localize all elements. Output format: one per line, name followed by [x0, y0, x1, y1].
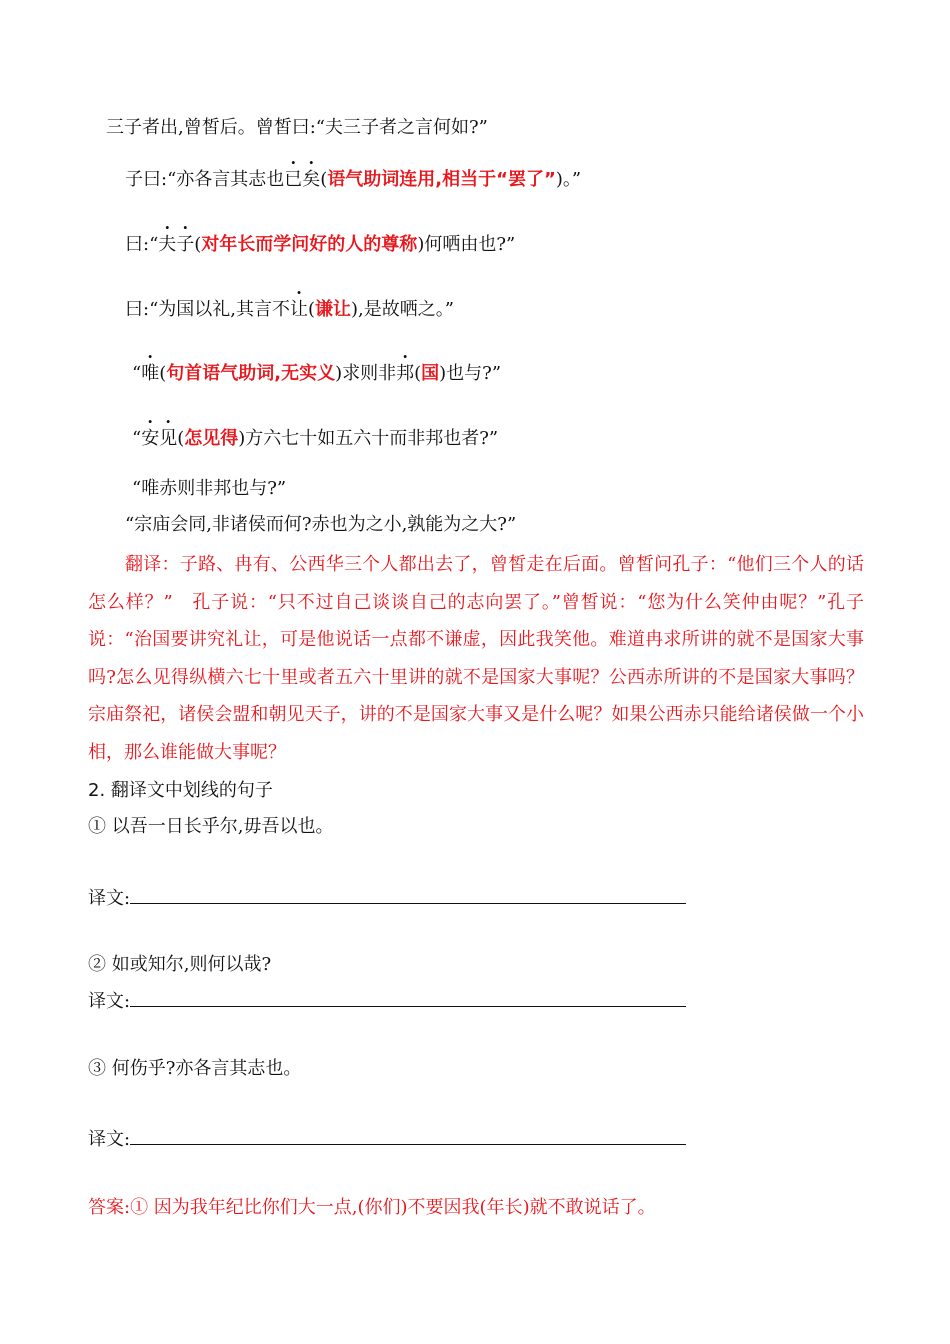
paren: ( [194, 234, 202, 255]
answer-key: 答案:① 因为我年纪比你们大一点,(你们)不要因我(年长)就不敢说话了。 [88, 1197, 656, 1218]
text-segment: “ [132, 363, 142, 384]
answer-line-2 [88, 988, 686, 1014]
answer-blank[interactable] [130, 1126, 686, 1145]
exercise-title: 翻译文中划线的句子 [110, 780, 273, 801]
emphasis-char: 安 [141, 428, 160, 449]
answer-label: 译文: [88, 888, 131, 909]
answer-blank[interactable] [130, 885, 686, 904]
emphasis-char: 已 [284, 169, 303, 190]
exercise-heading [88, 779, 273, 803]
emphasis-char: 见 [159, 428, 178, 449]
paren: ( [159, 363, 167, 384]
annotation: 国 [421, 363, 440, 384]
dialogue-line-1: 三子者出,曾皙后。曾皙曰:“夫三子者之言何如?” [106, 117, 488, 138]
dialogue-line-2 [125, 168, 581, 192]
annotation: 对年长而学问好的人的尊称 [201, 234, 418, 255]
question-3: ③ 何伤乎?亦各言其志也。 [88, 1058, 302, 1079]
paren: ( [308, 299, 316, 320]
answer-label: 译文: [88, 1129, 131, 1150]
emphasis-char: 唯 [141, 363, 160, 384]
emphasis-char: 夫 [158, 234, 177, 255]
answer-line-3 [88, 1126, 686, 1152]
dialogue-line-6 [132, 427, 498, 451]
dialogue-line-7: “唯赤则非邦也与?” [132, 478, 287, 499]
text-segment: )也与?” [439, 363, 502, 384]
emphasis-char: 子 [176, 234, 195, 255]
text-segment: 子曰:“亦各言其志也 [125, 169, 285, 190]
text-segment: )。” [555, 169, 582, 190]
translation-paragraph: 翻译：子路、冉有、公西华三个人都出去了，曾皙走在后面。曾皙问孔子：“他们三个人的话怎么样？” 孔子说：“只不过自己谈谈自己的志向罢了。”曾皙说：“您为什么笑仲由呢？”孔子说：“治国要讲究礼让，可是他说话一点都不谦虚，因此我笑他。难道冉求所讲的就不是国家大事吗?怎么见得纵横六七十里或者五六十里讲的就不是国家大事呢？公西赤所讲的不是国家大事吗？宗庙祭祀，诸侯会盟和朝见天子，讲的不是国家大事又是什么呢？如果公西赤只能给诸侯做一个小相，那么谁能做大事呢？ [88, 554, 864, 763]
dialogue-line-4 [125, 298, 454, 322]
annotation: 句首语气助词,无实义 [166, 363, 336, 384]
question-2: ② 如或知尔,则何以哉? [88, 954, 272, 975]
dialogue-line-8: “宗庙会同,非诸侯而何?赤也为之小,孰能为之大?” [125, 514, 517, 535]
annotation: 谦让 [315, 299, 352, 320]
text-segment: 曰:“为国以礼,其言不 [125, 299, 290, 320]
paren: ( [414, 363, 422, 384]
text-segment: “ [132, 428, 142, 449]
answer-blank[interactable] [130, 988, 686, 1007]
text-segment: )方六七十如五六十而非邦也者?” [238, 428, 499, 449]
emphasis-char: 让 [290, 299, 308, 320]
paren: ( [177, 428, 185, 449]
text-segment: )何哂由也?” [417, 234, 516, 255]
exercise-number: 2. [88, 780, 106, 801]
annotation: 语气助词连用,相当于“罢了” [327, 169, 556, 190]
answer-label: 译文: [88, 991, 131, 1012]
answer-line-1 [88, 885, 686, 911]
paren: ( [320, 169, 328, 190]
text-segment: )求则非 [335, 363, 397, 384]
dialogue-line-5 [132, 362, 501, 386]
annotation: 怎见得 [184, 428, 239, 449]
question-1: ① 以吾一日长乎尔,毋吾以也。 [88, 816, 334, 837]
text-segment: 曰:“ [125, 234, 159, 255]
dialogue-line-3 [125, 233, 515, 257]
emphasis-char: 矣 [302, 169, 321, 190]
emphasis-char: 邦 [396, 363, 415, 384]
text-segment: ),是故哂之。” [351, 299, 454, 320]
